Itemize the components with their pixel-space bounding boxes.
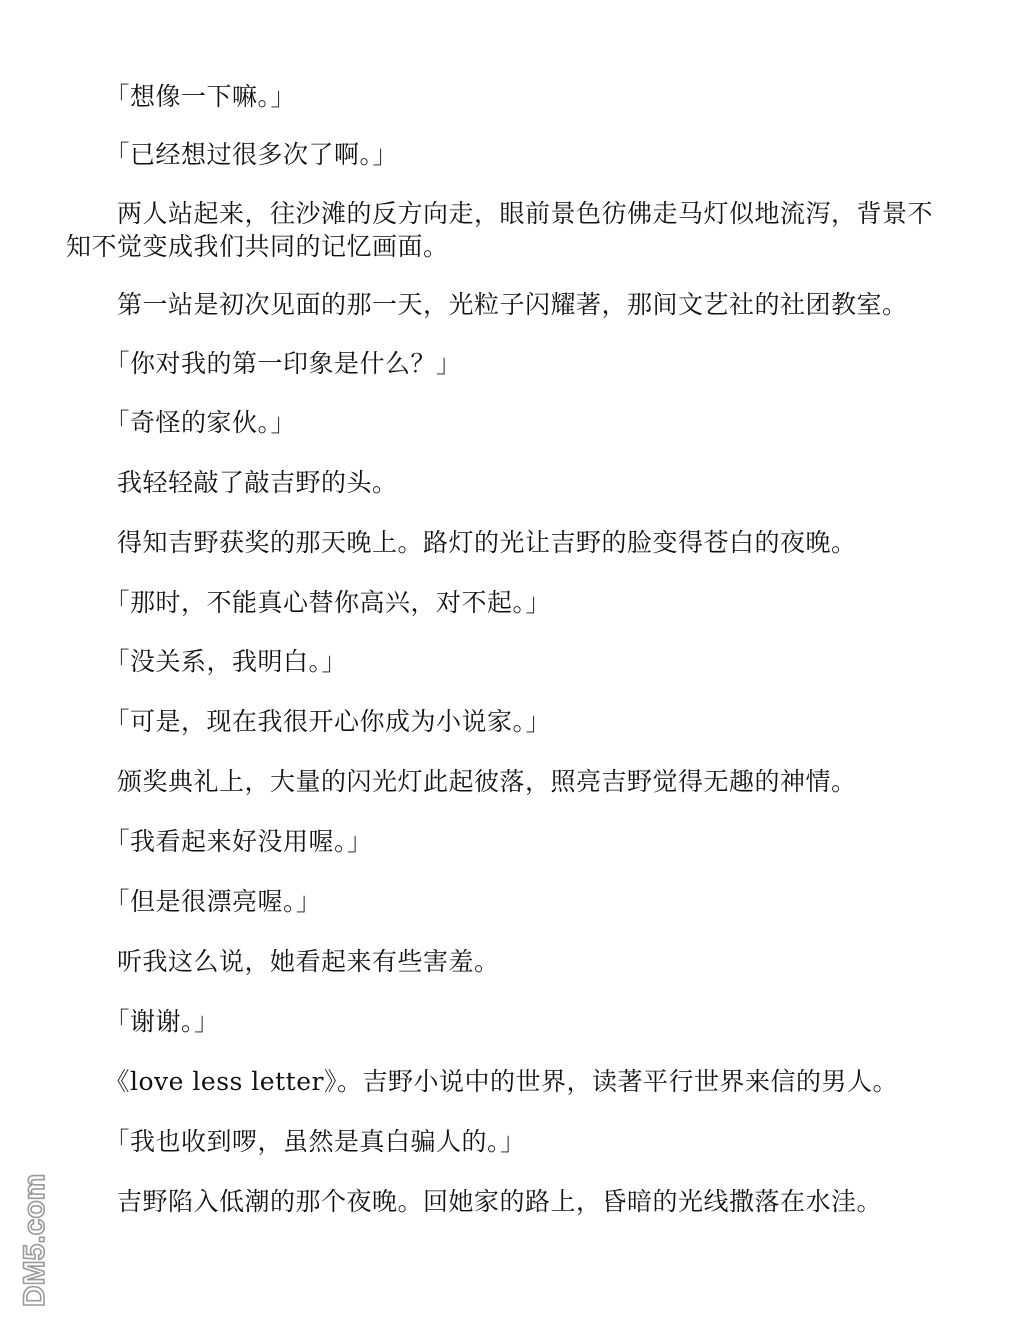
paragraph: 「没关系，我明白。」 [66,647,348,676]
paragraph: 「那时，不能真心替你高兴，对不起。」 [66,588,552,617]
paragraph: 颁奖典礼上，大量的闪光灯此起彼落，照亮吉野觉得无趣的神情。 [66,767,857,796]
paragraph: 「奇怪的家伙。」 [66,408,297,437]
paragraph: 听我这么说，她看起来有些害羞。 [66,947,500,976]
paragraph: 两人站起来，往沙滩的反方向走，眼前景色彷佛走马灯似地流泻，背景不知不觉变成我们共同的记忆画面。 [66,199,934,261]
paragraph: 「但是很漂亮喔。」 [66,887,322,916]
paragraph: 「我看起来好没用喔。」 [66,827,373,856]
paragraph: 「你对我的第一印象是什么？」 [66,349,462,378]
svg-text:DM5.com: DM5.com [18,1173,51,1307]
paragraph: 我轻轻敲了敲吉野的头。 [66,468,398,497]
paragraph: 「谢谢。」 [66,1007,220,1036]
paragraph: 「可是，现在我很开心你成为小说家。」 [66,707,552,736]
paragraph: 「已经想过很多次了啊。」 [66,140,399,169]
paragraph: 「我也收到啰，虽然是真白骗人的。」 [66,1127,526,1156]
paragraph: 「想像一下嘛。」 [66,82,297,111]
dm5-watermark-logo [8,1162,58,1312]
paragraph: 第一站是初次见面的那一天，光粒子闪耀著，那间文艺社的社团教室。 [66,290,908,319]
paragraph: 《love less letter》。吉野小说中的世界，读著平行世界来信的男人。 [66,1067,898,1096]
paragraph: 吉野陷入低潮的那个夜晚。回她家的路上，昏暗的光线撒落在水洼。 [66,1187,883,1216]
paragraph: 得知吉野获奖的那天晚上。路灯的光让吉野的脸变得苍白的夜晚。 [66,528,857,557]
